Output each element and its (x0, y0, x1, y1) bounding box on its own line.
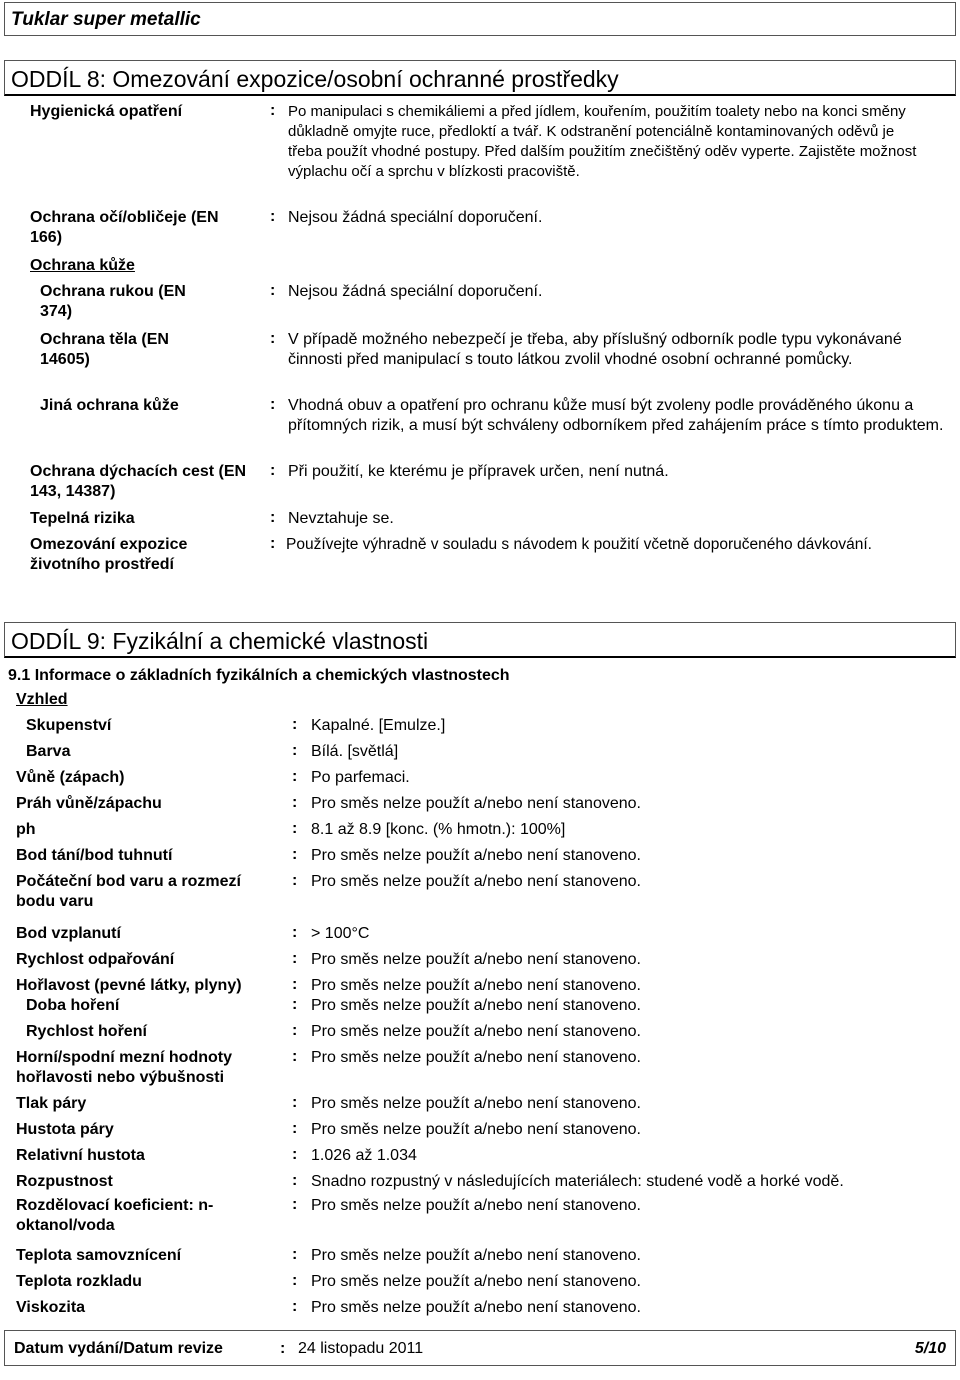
environmental-exposure-value: Používejte výhradně v souladu s návodem k použití včetně doporučeného dávkování. (286, 536, 872, 553)
property-value: Snadno rozpustný v následujících materiálech: studené vodě a horké vodě. (311, 1173, 844, 1190)
hand-protection-value: Nejsou žádná speciální doporučení. (288, 283, 543, 300)
property-value: Pro směs nelze použít a/nebo není stanoveno. (311, 1273, 641, 1290)
property-value: Pro směs nelze použít a/nebo není stanoveno. (311, 1049, 641, 1066)
environmental-exposure-label: Omezování expozice životního prostředí (30, 536, 188, 573)
colon: : (270, 535, 276, 552)
section-9-subtitle: 9.1 Informace o základních fyzikálních a chemických vlastnostech (8, 667, 510, 684)
colon: : (292, 716, 298, 733)
colon: : (292, 1272, 298, 1289)
colon: : (292, 1146, 298, 1163)
skin-protection-heading: Ochrana kůže (30, 257, 135, 274)
property-label: Rozpustnost (16, 1173, 113, 1190)
colon: : (270, 462, 276, 479)
property-label: Hořlavost (pevné látky, plyny) (16, 977, 242, 994)
property-label: Rychlost hoření (26, 1023, 147, 1040)
property-label: Skupenství (26, 717, 112, 734)
colon: : (292, 1120, 298, 1137)
hygiene-label: Hygienická opatření (30, 103, 183, 120)
colon: : (270, 102, 276, 119)
revision-date-value: 24 listopadu 2011 (298, 1340, 424, 1357)
colon: : (280, 1340, 286, 1357)
respiratory-protection-value: Při použití, ke kterému je přípravek určen, není nutná. (288, 463, 669, 480)
colon: : (292, 1298, 298, 1315)
property-value: Pro směs nelze použít a/nebo není stanoveno. (311, 847, 641, 864)
property-label: Bod vzplanutí (16, 925, 121, 942)
property-value: Pro směs nelze použít a/nebo není stanoveno. (311, 1095, 641, 1112)
property-value: Pro směs nelze použít a/nebo není stanoveno. (311, 873, 641, 890)
property-value: 1.026 až 1.034 (311, 1147, 417, 1164)
property-label: Počáteční bod varu a rozmezí bodu varu (16, 873, 241, 910)
section-8-header (4, 60, 956, 96)
property-value: Po parfemaci. (311, 769, 410, 786)
section-9-title: ODDÍL 9: Fyzikální a chemické vlastnosti (11, 628, 429, 654)
colon: : (270, 282, 276, 299)
property-label: Teplota samovznícení (16, 1247, 182, 1264)
eye-protection-label: Ochrana očí/obličeje (EN 166) (30, 209, 219, 246)
page-number: 5/10 (914, 1340, 946, 1357)
property-label: Rychlost odpařování (16, 951, 175, 968)
colon: : (292, 846, 298, 863)
colon: : (270, 396, 276, 413)
property-label: Bod tání/bod tuhnutí (16, 847, 173, 864)
property-value: Pro směs nelze použít a/nebo není stanoveno. (311, 951, 641, 968)
property-label: Doba hoření (26, 997, 120, 1014)
section-8-title: ODDÍL 8: Omezování expozice/osobní ochranné prostředky (11, 66, 619, 92)
property-label: Práh vůně/zápachu (16, 795, 162, 812)
property-label: Relativní hustota (16, 1147, 145, 1164)
colon: : (292, 924, 298, 941)
colon: : (292, 1246, 298, 1263)
colon: : (292, 768, 298, 785)
thermal-hazards-label: Tepelná rizika (30, 510, 135, 527)
property-label: Tlak páry (16, 1095, 87, 1112)
appearance-heading: Vzhled (16, 691, 68, 708)
property-value: Bílá. [světlá] (311, 743, 399, 760)
thermal-hazards-value: Nevztahuje se. (288, 510, 394, 527)
product-name: Tuklar super metallic (11, 9, 201, 30)
property-value: Pro směs nelze použít a/nebo není stanoveno. (311, 977, 641, 994)
page-footer (4, 1330, 956, 1366)
colon: : (292, 1094, 298, 1111)
colon: : (292, 976, 298, 993)
property-label: ph (16, 821, 36, 838)
eye-protection-value: Nejsou žádná speciální doporučení. (288, 209, 543, 226)
colon: : (270, 509, 276, 526)
property-label: Barva (26, 743, 71, 760)
body-protection-value: V případě možného nebezpečí je třeba, aby příslušný odborník podle typu vykonávané činnosti před manipulací s touto látkou zvolil vhodné osobní ochranné pomůcky. (288, 331, 902, 368)
colon: : (292, 1048, 298, 1065)
body-protection-label: Ochrana těla (EN 14605) (40, 331, 169, 368)
property-label: Teplota rozkladu (16, 1273, 142, 1290)
other-skin-protection-label: Jiná ochrana kůže (40, 397, 179, 414)
hygiene-value: Po manipulaci s chemikáliemi a před jídlem, kouřením, použitím toalety nebo na konci směny důkladně omyjte ruce, předloktí a tvář. K odstranění potenciálně kontaminovaných oděvů je třeba použít vhodné postupy. Před dalším použitím znečištěný oděv vyperte. Zajistěte možnost výplachu očí a sprchu v blízkosti pracoviště. (288, 103, 917, 180)
revision-date-label: Datum vydání/Datum revize (14, 1340, 223, 1357)
property-value: 8.1 až 8.9 [konc. (% hmotn.): 100%] (311, 821, 566, 838)
colon: : (292, 820, 298, 837)
hand-protection-label: Ochrana rukou (EN 374) (40, 283, 186, 320)
property-label: Horní/spodní mezní hodnoty hořlavosti nebo výbušnosti (16, 1049, 232, 1086)
property-label: Rozdělovací koeficient: n-oktanol/voda (16, 1197, 214, 1234)
document-header (4, 2, 956, 36)
property-value: Pro směs nelze použít a/nebo není stanoveno. (311, 1299, 641, 1316)
property-value: Pro směs nelze použít a/nebo není stanoveno. (311, 1247, 641, 1264)
colon: : (292, 1172, 298, 1189)
colon: : (292, 742, 298, 759)
colon: : (292, 794, 298, 811)
property-label: Vůně (zápach) (16, 769, 125, 786)
respiratory-protection-label: Ochrana dýchacích cest (EN 143, 14387) (30, 463, 247, 500)
property-label: Viskozita (16, 1299, 86, 1316)
colon: : (270, 208, 276, 225)
other-skin-protection-value: Vhodná obuv a opatření pro ochranu kůže musí být zvoleny podle prováděného úkonu a přítomných rizik, a musí být schváleny odborníkem před zahájením práce s tímto produktem. (288, 397, 944, 434)
property-value: Kapalné. [Emulze.] (311, 717, 446, 734)
property-value: Pro směs nelze použít a/nebo není stanoveno. (311, 997, 641, 1014)
colon: : (292, 950, 298, 967)
property-value: Pro směs nelze použít a/nebo není stanoveno. (311, 1197, 641, 1214)
property-value: Pro směs nelze použít a/nebo není stanoveno. (311, 1023, 641, 1040)
colon: : (292, 996, 298, 1013)
colon: : (270, 330, 276, 347)
colon: : (292, 872, 298, 889)
property-value: > 100°C (311, 925, 370, 942)
property-value: Pro směs nelze použít a/nebo není stanoveno. (311, 795, 641, 812)
property-label: Hustota páry (16, 1121, 114, 1138)
property-value: Pro směs nelze použít a/nebo není stanoveno. (311, 1121, 641, 1138)
section-9-header (4, 622, 956, 658)
colon: : (292, 1196, 298, 1213)
colon: : (292, 1022, 298, 1039)
